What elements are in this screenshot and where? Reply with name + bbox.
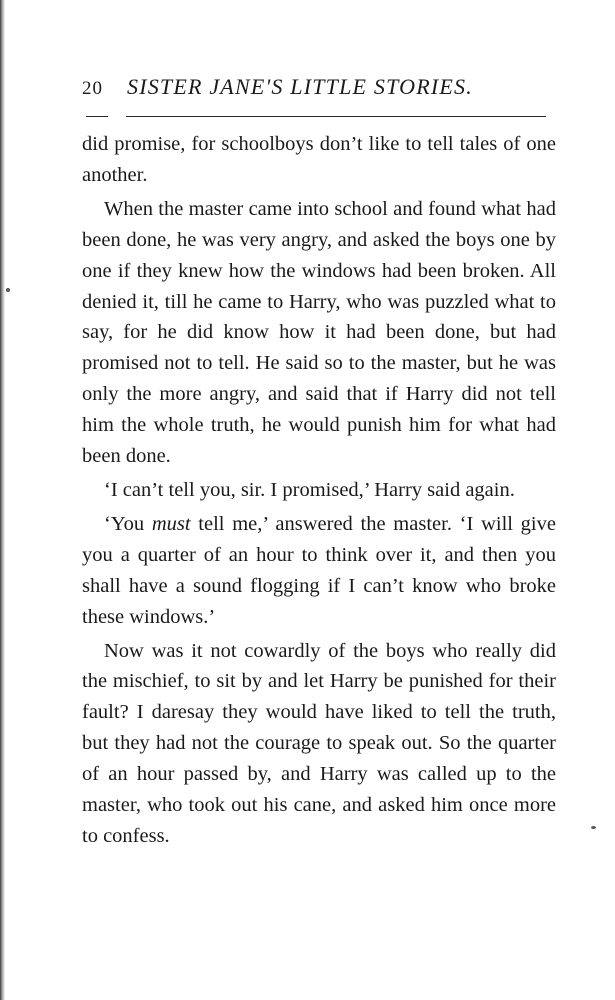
header-rule-break bbox=[108, 113, 126, 119]
paragraph-4-start: ‘You bbox=[104, 512, 152, 535]
ink-speck bbox=[6, 288, 10, 292]
paragraph-4 bbox=[82, 509, 556, 633]
running-header bbox=[82, 74, 542, 104]
paragraph-3: ‘I can’t tell you, sir. I promised,’ Harry said again. bbox=[104, 478, 515, 501]
page-binding-edge bbox=[0, 0, 5, 1000]
body-text bbox=[82, 129, 556, 852]
page-number: 20 bbox=[82, 78, 103, 99]
paragraph-2: When the master came into school and found what had been done, he was very angry, and asked the boys one by one if they knew how the windows had been broken. All denied it, till he came to Harry, who was puzzled what to say, for he did know how it had been done, but had promised not to tell. He said so to the master, but he was only the more angry, and said that if Harry did not tell him the whole truth, he would punish him for what had been done. bbox=[82, 197, 556, 468]
paragraph-1: did promise, for schoolboys don’t like to tell tales of one another. bbox=[82, 133, 556, 186]
paragraph-4-end: tell me,’ answered the master. ‘I will give you a quarter of an hour to think over it, and then you shall have a sound flogging if I can’t know who broke these windows.’ bbox=[82, 512, 556, 628]
header-rule bbox=[86, 116, 546, 117]
paragraph-4-emphasis: must bbox=[151, 512, 191, 535]
running-title: SISTER JANE'S LITTLE STORIES. bbox=[127, 74, 473, 99]
paragraph-5: Now was it not cowardly of the boys who really did the mischief, to sit by and let Harry be punished for their fault? I daresay they would have liked to tell the truth, but they had not the courage to speak out. So the quarter of an hour passed by, and Harry was called up to the master, who took out his cane, and asked him once more to confess. bbox=[82, 639, 556, 847]
ink-speck bbox=[591, 826, 596, 829]
